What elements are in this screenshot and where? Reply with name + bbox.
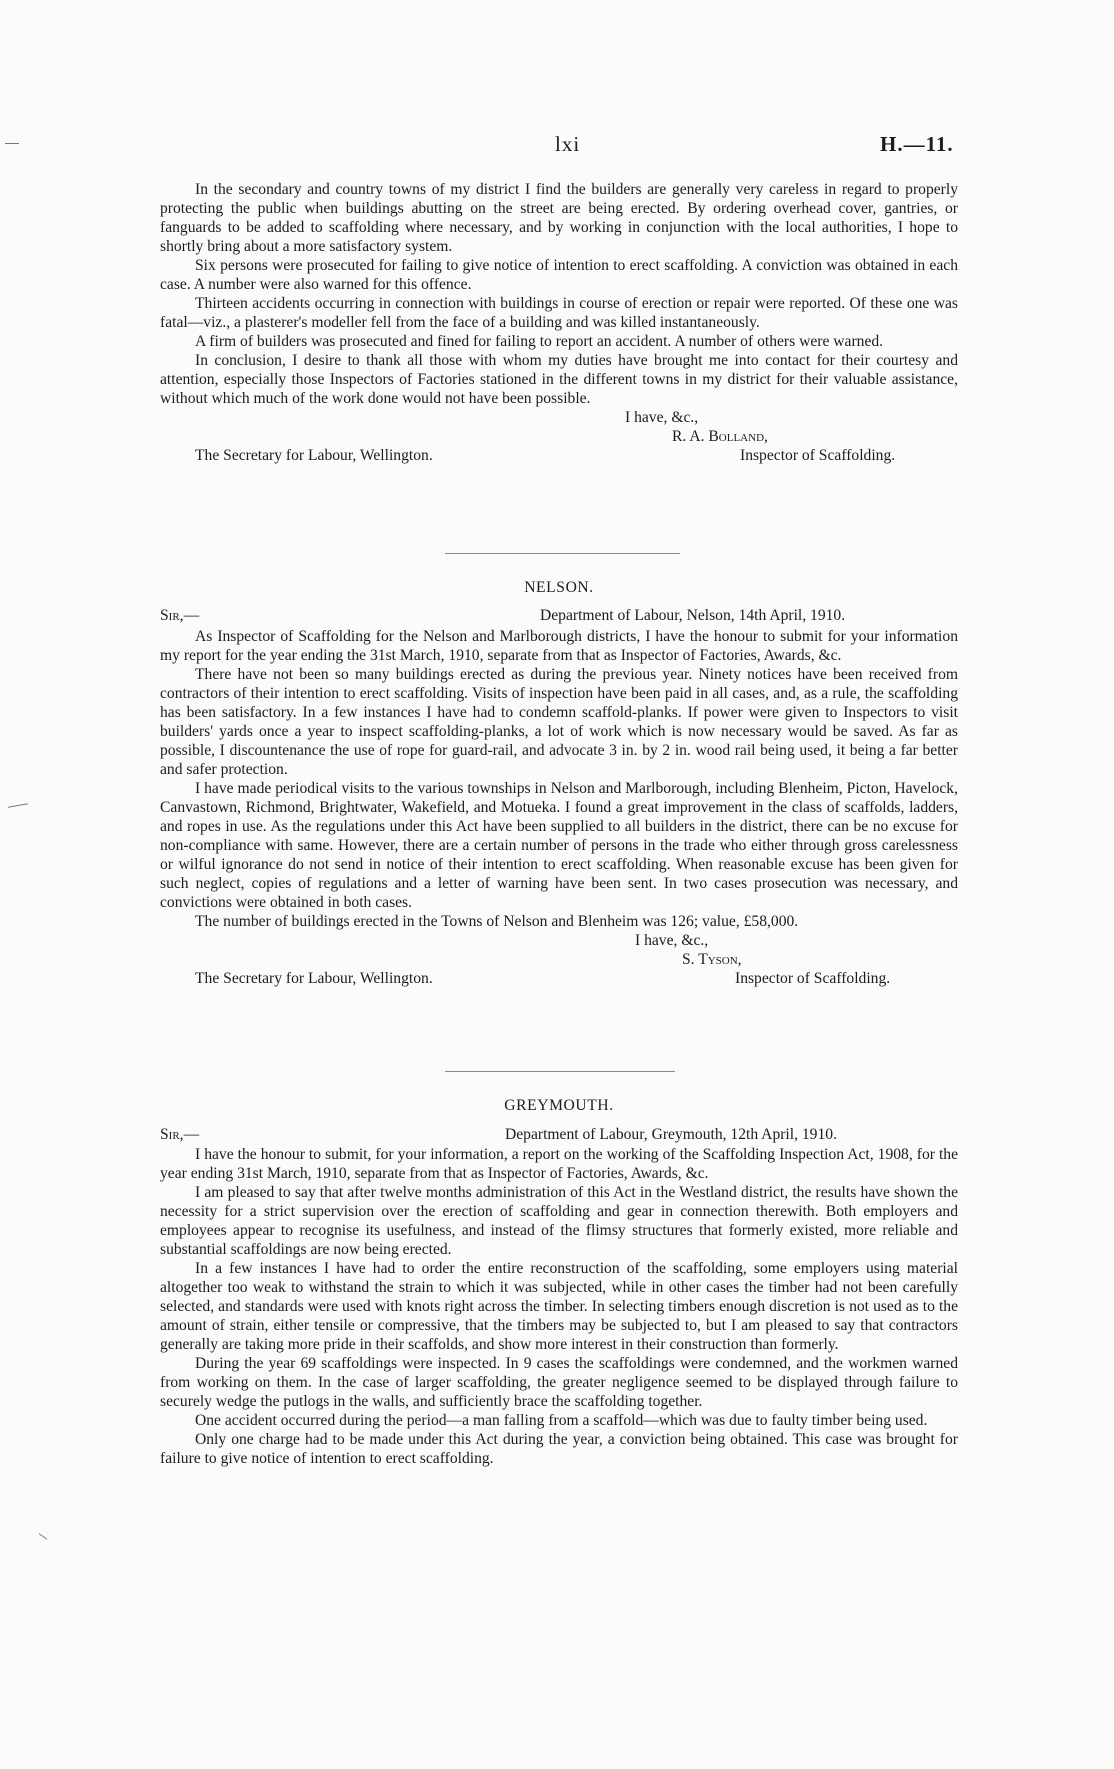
- dateline: Department of Labour, Nelson, 14th April, 1910.: [540, 607, 846, 624]
- intro-section: [160, 180, 958, 465]
- intro-paragraph: Thirteen accidents occurring in connection with buildings in course of erection or repair were reported. Of these one was fatal—viz., a plasterer's modeller fell from the face of a building and was killed instantaneously.: [160, 295, 958, 331]
- greymouth-paragraph: One accident occurred during the period—a man falling from a scaffold—which was due to faulty timber being used.: [195, 1412, 928, 1429]
- section-divider: [445, 1071, 675, 1072]
- margin-mark: [5, 143, 19, 144]
- page-number: lxi: [555, 132, 581, 156]
- addressee: The Secretary for Labour, Wellington.: [195, 970, 433, 987]
- salutation: Sir,—: [160, 1126, 200, 1143]
- signature: S. Tyson,: [682, 951, 742, 968]
- greymouth-salutation-line: [160, 1126, 958, 1145]
- margin-mark: [39, 1533, 48, 1540]
- intro-closing: In conclusion, I desire to thank all those with whom my duties have brought me into contact for their courtesy and attention, especially those Inspectors of Factories stationed in the different towns in my district for their valuable assistance, without which much of the work done would not have been possible.: [160, 352, 958, 407]
- greymouth-paragraph: I am pleased to say that after twelve months administration of this Act in the Westland district, the results have shown the necessity for a strict supervision over the erection of scaffolding and gear in connection therewith. Both employers and employees appear to recognise its usefulness, and instead of the flimsy structures that formerly existed, more reliable and substantial scaffoldings are now being erected.: [160, 1184, 958, 1258]
- report-code: H.—11.: [880, 132, 954, 156]
- greymouth-paragraph: Only one charge had to be made under this Act during the year, a conviction being obtained. This case was brought for failure to give notice of intention to erect scaffolding.: [160, 1431, 958, 1467]
- addressee: The Secretary for Labour, Wellington.: [195, 447, 433, 464]
- inspector-title: Inspector of Scaffolding.: [735, 970, 891, 987]
- margin-mark: [8, 803, 28, 807]
- section-divider: [445, 553, 680, 554]
- greymouth-section: [160, 1145, 958, 1468]
- section-heading-greymouth: GREYMOUTH.: [504, 1097, 614, 1114]
- salutation: Sir,—: [160, 607, 200, 624]
- inspector-title: Inspector of Scaffolding.: [740, 447, 896, 464]
- have-text: I have, &c.,: [635, 932, 709, 949]
- nelson-paragraph: There have not been so many buildings erected as during the previous year. Ninety notices have been received from contractors of their intention to erect scaffolding. Visits of inspection have been paid in all cases, and, as a rule, the scaffolding has been satisfactory. In a few instances I have had to condemn scaffold-planks. If power were given to Inspectors to visit builders' yards once a year to inspect scaffolding-planks, a lot of work which is now necessary would be saved. As far as possible, I discountenance the use of rope for guard-rail, and advocate 3 in. by 2 in. wood rail being used, it being a far better and safer protection.: [160, 666, 958, 778]
- intro-paragraph: A firm of builders was prosecuted and fined for failing to report an accident. A number of others were warned.: [195, 333, 884, 350]
- nelson-salutation-line: [160, 607, 958, 626]
- greymouth-paragraph: I have the honour to submit, for your information, a report on the working of the Scaffolding Inspection Act, 1908, for the year ending 31st March, 1910, separate from that as Inspector of Factories, Awards, &c.: [160, 1146, 958, 1182]
- section-heading-nelson: NELSON.: [524, 579, 594, 596]
- nelson-footer-line: [160, 969, 958, 988]
- nelson-signature-line: [160, 950, 958, 969]
- intro-footer-line: [160, 446, 958, 465]
- have-text: I have, &c.,: [625, 409, 699, 426]
- intro-have-line: [160, 408, 958, 427]
- nelson-section: [160, 627, 958, 988]
- intro-signature-line: [160, 427, 958, 446]
- dateline: Department of Labour, Greymouth, 12th April, 1910.: [505, 1126, 837, 1143]
- intro-paragraph: Six persons were prosecuted for failing to give notice of intention to erect scaffolding. A conviction was obtained in each case. A number were also warned for this offence.: [160, 257, 958, 293]
- greymouth-paragraph: In a few instances I have had to order the entire reconstruction of the scaffolding, some employers using material altogether too weak to withstand the strain to which it was subjected, while in other cases the timber had not been carefully selected, and standards were used with knots right across the timber. In selecting timbers enough discretion is not used as to the amount of strain, either tensile or compressive, that the timbers may be subjected to, but I am pleased to say that contractors generally are taking more pride in their scaffolds, and show more interest in their construction than formerly.: [160, 1260, 958, 1353]
- intro-paragraph: In the secondary and country towns of my district I find the builders are generally very careless in regard to properly protecting the public when buildings abutting on the street are being erected. By ordering overhead cover, gantries, or fanguards to be added to scaffolding where necessary, and by working in conjunction with the local authorities, I hope to shortly bring about a more satisfactory system.: [160, 181, 958, 255]
- nelson-have-line: [160, 931, 958, 950]
- greymouth-paragraph: During the year 69 scaffoldings were inspected. In 9 cases the scaffoldings were condemned, and the workmen warned from working on them. In the case of larger scaffolding, the greater negligence seemed to be displayed through failure to securely wedge the putlogs in the walls, and sufficiently brace the scaffolding together.: [160, 1355, 958, 1410]
- nelson-paragraph: The number of buildings erected in the Towns of Nelson and Blenheim was 126; value, £58,000.: [195, 913, 799, 930]
- signature: R. A. Bolland,: [672, 428, 768, 445]
- nelson-paragraph: I have made periodical visits to the various townships in Nelson and Marlborough, including Blenheim, Picton, Havelock, Canvastown, Richmond, Brightwater, Wakefield, and Motueka. I found a great improvement in the class of scaffolds, ladders, and ropes in use. As the regulations under this Act have been supplied to all builders in the district, there can be no excuse for non-compliance with same. However, there are a certain number of persons in the trade who either through gross carelessness or wilful ignorance do not send in notice of their intention to erect scaffolding. When reasonable excuse has been given for such neglect, copies of regulations and a letter of warning have been sent. In two cases prosecution was necessary, and convictions were obtained in both cases.: [160, 780, 958, 911]
- nelson-paragraph: As Inspector of Scaffolding for the Nelson and Marlborough districts, I have the honour to submit for your information my report for the year ending the 31st March, 1910, separate from that as Inspector of Factories, Awards, &c.: [160, 628, 958, 664]
